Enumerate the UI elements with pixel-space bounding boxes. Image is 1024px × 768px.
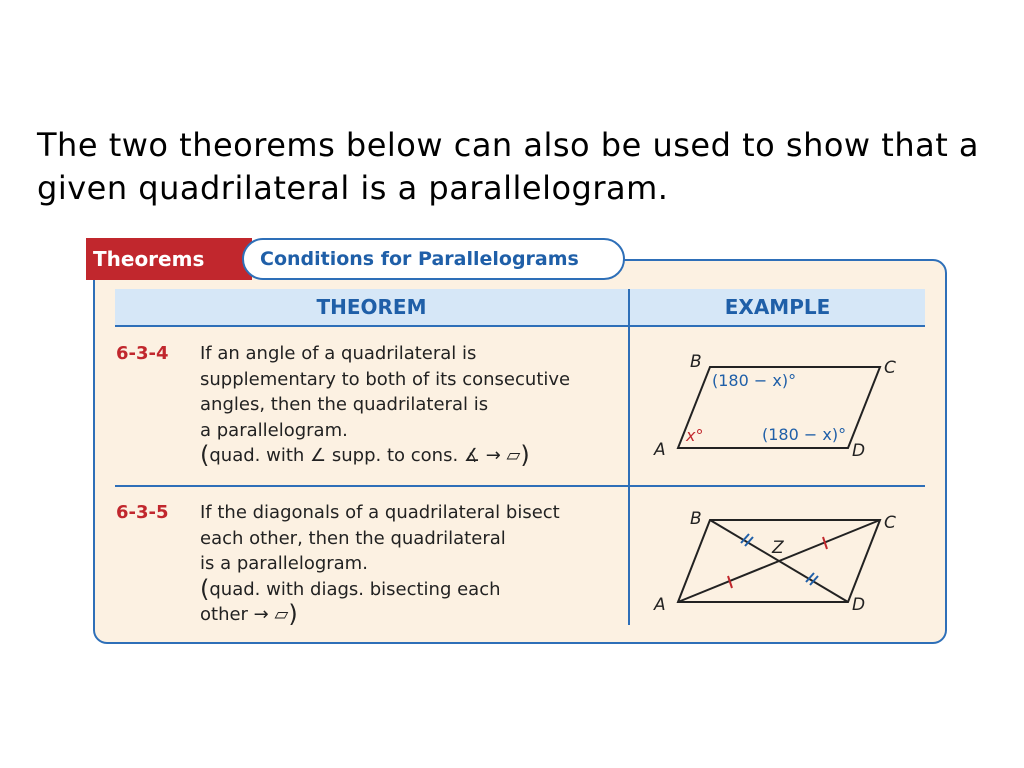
theorem-line: If an angle of a quadrilateral is	[200, 343, 477, 364]
box-title: Conditions for Parallelograms	[242, 238, 625, 280]
angle-d-label: (180 − x)°	[762, 425, 847, 444]
vertex-a-label: A	[654, 440, 666, 460]
reason-text: quad. with diags. bisecting each	[209, 578, 501, 600]
reason-text: other → ▱	[200, 604, 289, 625]
parallelogram-diagonals-figure	[640, 500, 910, 620]
vertex-b-label: B	[690, 509, 702, 529]
theorem-line: is a parallelogram.	[200, 553, 368, 574]
reason-text: quad. with ∠ supp. to cons. ∡ → ▱	[209, 445, 521, 466]
theorem-line: each other, then the quadrilateral	[200, 527, 506, 549]
angle-b-label: (180 − x)°	[712, 371, 797, 390]
theorem-reason-cont: other → ▱)	[200, 600, 298, 628]
theorem-line: a parallelogram.	[200, 419, 348, 441]
theorems-tab: Theorems	[86, 238, 252, 280]
theorem-line: If the diagonals of a quadrilateral bisect	[200, 502, 560, 523]
theorem-text-6-3-4	[200, 341, 620, 469]
angle-a-label: x°	[686, 426, 704, 445]
vertex-d-label: D	[852, 595, 866, 615]
intro-text: The two theorems below can also be used to show that a given quadrilateral is a parallelogram.	[37, 126, 980, 207]
parallelogram-angles-figure	[640, 345, 910, 465]
row-divider	[115, 485, 925, 487]
table-header-row	[115, 289, 925, 327]
header-theorem: THEOREM	[316, 295, 427, 319]
diagonal-bd	[710, 520, 848, 602]
theorem-line: angles, then the quadrilateral is	[200, 394, 489, 415]
theorem-text-6-3-5	[200, 500, 620, 628]
theorem-number-6-3-4: 6-3-4	[116, 343, 169, 364]
vertex-c-label: C	[884, 513, 896, 533]
column-divider	[628, 289, 630, 625]
center-z-label: Z	[772, 538, 784, 558]
vertex-d-label: D	[852, 441, 866, 461]
theorem-reason: (quad. with ∠ supp. to cons. ∡ → ▱)	[200, 441, 530, 469]
theorem-number-6-3-5: 6-3-5	[116, 502, 169, 523]
theorem-line: supplementary to both of its consecutive	[200, 368, 571, 390]
theorem-reason: (quad. with diags. bisecting each	[200, 574, 501, 603]
vertex-c-label: C	[884, 358, 896, 378]
vertex-b-label: B	[690, 352, 702, 372]
vertex-a-label: A	[654, 595, 666, 615]
header-example: EXAMPLE	[724, 295, 831, 319]
